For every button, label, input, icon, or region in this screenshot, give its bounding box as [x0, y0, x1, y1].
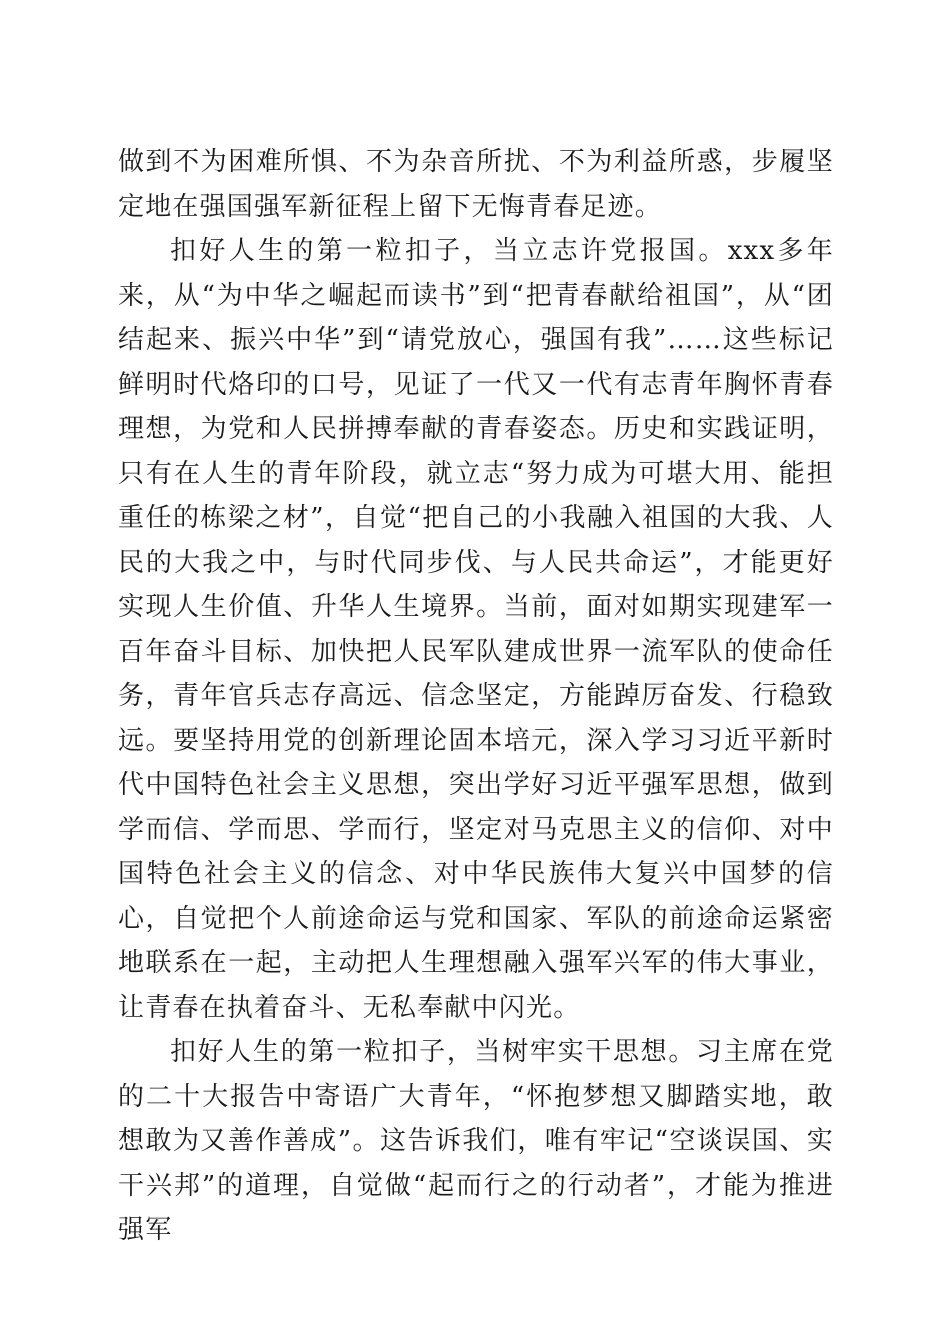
paragraph-3: 扣好人生的第一粒扣子，当树牢实干思想。习主席在党的二十大报告中寄语广大青年，“怀抱梦想又脚踏实地，敢想敢为又善作善成”。这告诉我们，唯有牢记“空谈误国、实干兴邦”的道理，自觉做“起而行之的行动者”，才能为推进强军	[118, 1037, 834, 1245]
paragraph-1: 做到不为困难所惧、不为杂音所扰、不为利益所惑，步履坚定地在强国强军新征程上留下无悔青春足迹。	[118, 147, 834, 222]
document-body	[118, 140, 834, 1253]
paragraph-2: 扣好人生的第一粒扣子，当立志许党报国。xxx多年来，从“为中华之崛起而读书”到“把青春献给祖国”，从“团结起来、振兴中华”到“请党放心，强国有我”……这些标记鲜明时代烙印的口号，见证了一代又一代有志青年胸怀青春理想，为党和人民拼搏奉献的青春姿态。历史和实践证明，只有在人生的青年阶段，就立志“努力成为可堪大用、能担重任的栋梁之材”，自觉“把自己的小我融入祖国的大我、人民的大我之中，与时代同步伐、与人民共命运”，才能更好实现人生价值、升华人生境界。当前，面对如期实现建军一百年奋斗目标、加快把人民军队建成世界一流军队的使命任务，青年官兵志存高远、信念坚定，方能踔厉奋发、行稳致远。要坚持用党的创新理论固本培元，深入学习习近平新时代中国特色社会主义思想，突出学好习近平强军思想，做到学而信、学而思、学而行，坚定对马克思主义的信仰、对中国特色社会主义的信念、对中华民族伟大复兴中国梦的信心，自觉把个人前途命运与党和国家、军队的前途命运紧密地联系在一起，主动把人生理想融入强军兴军的伟大事业，让青春在执着奋斗、无私奉献中闪光。	[118, 236, 834, 1023]
